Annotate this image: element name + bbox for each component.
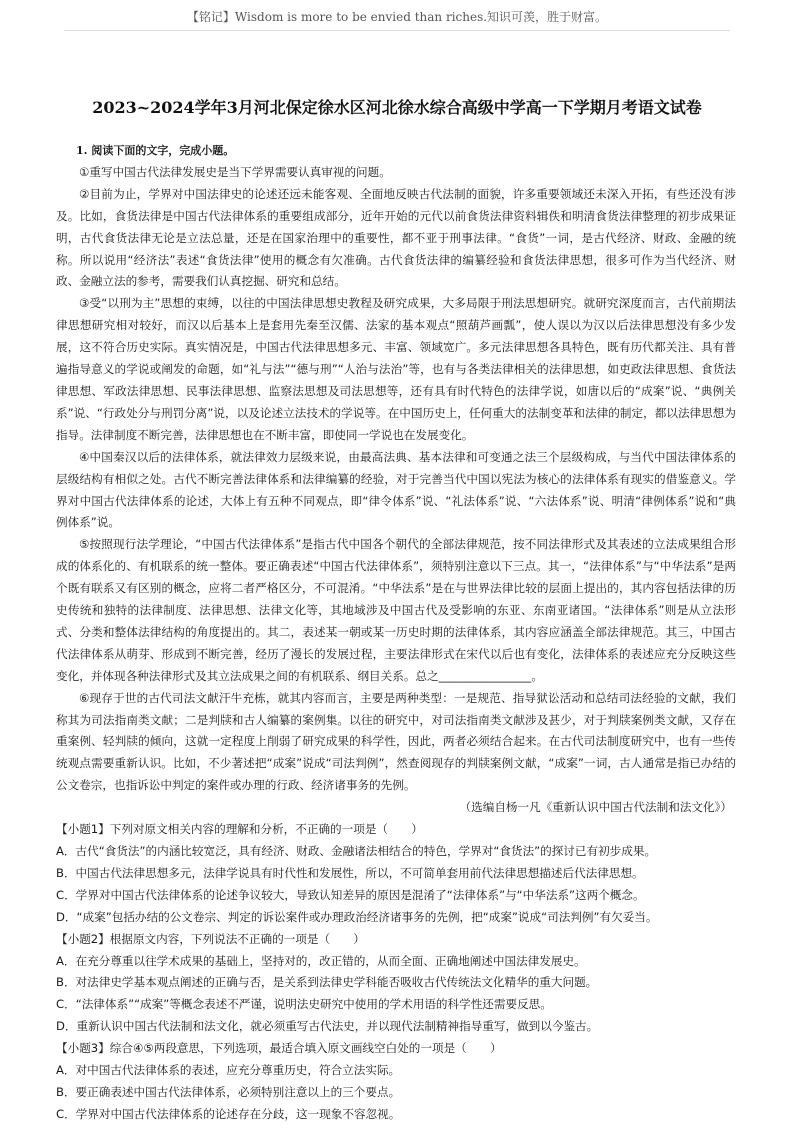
paragraph-3: ③受“以刑为主”思想的束缚，以往的中国法律思想史教程及研究成果，大多局限于刑法思想研究。就研究深度而言，古代前期法律思想研究相对较好，而汉以后基本上是套用先秦至汉儒、法家的基本观点“照葫芦画瓢”，使人误以为汉以后法律思想没有多少发展，这不符合历史实际。真实情况是，中国古代法律思想多元、丰富、领域宽广。多元法律思想各具特色，既有历代都关注、具有普遍指导意义的学说或阐发的命题，如“礼与法”“德与刑”“人治与法治”等，也有与各类法律相关的法律思想，如吏政法律思想、食货法律思想、军政法律思想、民事法律思想、监察法思想及司法思想等，还有具有时代特色的法律学说，如唐以后的“成案”说、“典例关系”说、“行政处分与刑罚分离”说，以及论述立法技术的学说等。在中国历史上，任何重大的法制变革和法律的制定，都以法律思想为指导。法律制度不断完善，法律思想也在不断丰富，即使同一学说也在发展变化。 [56, 296, 736, 442]
question-1-option-b: B．中国古代法律思想多元，法律学说具有时代性和发展性，所以，不可简单套用前代法律思想描述后代法律思想。 [56, 865, 644, 880]
source-citation: （选编自杨一凡《重新认识中国古代法制和法文化》） [459, 800, 732, 815]
question-1-option-a: A．古代“食货法”的内涵比较宽泛，具有经济、财政、金融诸法相结合的特色，学界对“食货法”的探讨已有初步成果。 [56, 844, 657, 858]
header-motto: 【铭记】Wisdom is more to be envied than riches.知识可羡，胜于财富。 [186, 10, 608, 24]
question-2-stem: 【小题2】根据原文内容，下列说法不正确的一项是（ ） [56, 931, 365, 946]
question-1-stem: 【小题1】下列对原文相关内容的理解和分析，不正确的一项是（ ） [56, 822, 423, 837]
question-3-option-c: C．学界对中国古代法律体系的论述存在分歧，这一现象不容忽视。 [56, 1106, 401, 1121]
paragraph-4: ④中国秦汉以后的法律体系，就法律效力层级来说，由最高法典、基本法律和可变通之法三个层级构成，与当代中国法律体系的层级结构有相似之处。古代不断完善法律体系和法律编纂的经验，对于完善当代中国以宪法为核心的法律体系有现实的借鉴意义。学界对中国古代法律体系的论述，大体上有五种不同观点，即“律令体系”说、“礼法体系”说、“六法体系”说、明清“律例体系”说和“典例体系”说。 [56, 449, 736, 530]
question-2-option-b: B．对法律史学基本观点阐述的正确与否，是关系到法律史学科能否吸收古代传统法文化精华的重大问题。 [56, 975, 598, 990]
question-intro: 1. 阅读下面的文字，完成小题。 [76, 144, 235, 157]
question-1-option-c: C．学界对中国古代法律体系的论述争议较大，导致认知差异的原因是混淆了“法律体系”与“中华法系”这两个概念。 [56, 887, 645, 902]
question-1-option-d: D．“成案”包括办结的公文卷宗、判定的诉讼案件或办理政治经济诸事务的先例，把“成案”说成“司法判例”有欠妥当。 [56, 909, 658, 924]
paragraph-5: ⑤按照现行法学理论，“中国古代法律体系”是指古代中国各个朝代的全部法律规范，按不同法律形式及其表述的立法成果组合形成的体系化的、有机联系的统一整体。要正确表述“中国古代法律体系”，须特别注意以下三点。其一，“法律体系”与“中华法系”是两个既有联系又有区别的概念，应将二者严格区分，不可混淆。“中华法系”是在与世界法律比较的层面上提出的，其内容包括法律的历史传统和独特的法律制度、法律思想、法律文化等，其地域涉及中国古代及受影响的东亚、东南亚诸国。“法律体系”则是从立法形式、分类和整体法律结构的角度提出的。其二，表述某一朝或某一历史时期的法律体系，其内容应涵盖全部法律规范。其三，中国古代法律体系从萌芽、形成到不断完善，经历了漫长的发展过程，主要法律形式在宋代以后也有变化，法律体系的表述应充分反映这些变化，并体现各种法律形式及其立法成果之间的有机联系、纲目关系。总之________________。 [56, 537, 736, 683]
question-2-option-c: C．“法律体系”“成案”等概念表述不严谨，说明法史研究中使用的学术用语的科学性还需要反思。 [56, 997, 552, 1012]
question-3-stem: 【小题3】综合④⑤两段意思，下列选项，最适合填入原文画线空白处的一项是（ ） [56, 1041, 502, 1056]
document-title: 2023~2024学年3月河北保定徐水区河北徐水综合高级中学高一下学期月考语文试卷 [92, 98, 702, 117]
question-3-option-b: B．要正确表述中国古代法律体系，必须特别注意以上的三个要点。 [56, 1084, 401, 1099]
header-divider [64, 30, 730, 31]
question-2-option-d: D．重新认识中国古代法制和法文化，就必须重写古代法史，并以现代法制精神指导重写，做到以今鉴古。 [56, 1019, 599, 1034]
question-2-option-a: A．在充分尊重以往学术成果的基础上，坚持对的，改正错的，从而全面、正确地阐述中国法律发展史。 [56, 953, 586, 968]
question-3-option-a: A．对中国古代法律体系的表述，应充分尊重历史，符合立法实际。 [56, 1063, 401, 1078]
paragraph-1: ①重写中国古代法律发展史是当下学界需要认真审视的问题。 [79, 164, 391, 179]
paragraph-6: ⑥现存于世的古代司法文献汗牛充栋，就其内容而言，主要是两种类型：一是规范、指导狱讼活动和总结司法经验的文献，我们称其为司法指南类文献；二是判牍和古人编纂的案例集。以往的研究中，对司法指南类文献涉及甚少，对于判牍案例类文献，又存在重案例、轻判牍的倾向，这就一定程度上削弱了研究成果的科学性，因此，两者必须结合起来。在古代司法制度研究中，也有一些传统观点需要重新认识。比如，不少著述把“成案”说成“司法判例”，然查阅现存的判牍案例文献，“成案”一词，古人通常是指已办结的公文卷宗，也指诉讼中判定的案件或办理的行政、经济诸事务的先例。 [56, 690, 736, 793]
document-body [56, 140, 736, 1126]
paragraph-2: ②目前为止，学界对中国法律史的论述还远未能客观、全面地反映古代法制的面貌，许多重要领域还未深入开拓，有些还没有涉及。比如，食货法律是中国古代法律体系的重要组成部分，近年开始的元代以前食货法律资料辑佚和明清食货法律整理的初步成果证明，古代食货法律无论是立法总量，还是在国家治理中的重要性，都不亚于刑事法律。“食货”一词，是古代经济、财政、金融的统称。所以说用“经济法”表述“食货法律”使用的概念有欠准确。古代食货法律的编纂经验和食货法律思想，很多可作为当代经济、财政、金融立法的参考，需要我们认真挖掘、研究和总结。 [56, 186, 736, 289]
